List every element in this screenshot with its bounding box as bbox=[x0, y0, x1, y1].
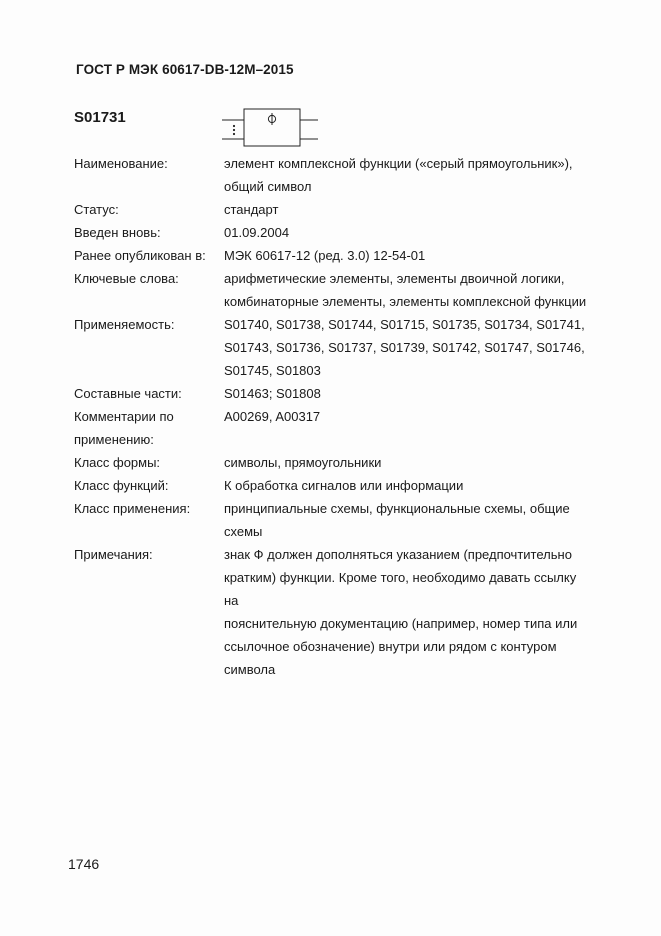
field-value bbox=[224, 152, 594, 198]
field-value-line: комбинаторные элементы, элементы комплексной функции bbox=[224, 294, 587, 309]
field-value-line: символы, прямоугольники bbox=[224, 455, 382, 470]
symbol-code: S01731 bbox=[74, 109, 126, 126]
field-value bbox=[224, 451, 594, 474]
document-header: ГОСТ Р МЭК 60617-DB-12М–2015 bbox=[76, 62, 294, 77]
field-value-line: ссылочное обозначение) внутри или рядом с контуром bbox=[224, 639, 557, 654]
field-value-line: стандарт bbox=[224, 202, 279, 217]
field-value bbox=[224, 221, 594, 244]
complex-function-symbol-icon bbox=[220, 108, 320, 148]
field-label: Ранее опубликован в: bbox=[74, 248, 206, 263]
field-value-line: A00269, A00317 bbox=[224, 409, 321, 424]
field-label: Статус: bbox=[74, 202, 119, 217]
field-label: Класс функций: bbox=[74, 478, 169, 493]
field-value-line: 01.09.2004 bbox=[224, 225, 290, 240]
field-label: Составные части: bbox=[74, 386, 182, 401]
field-label: Класс применения: bbox=[74, 501, 191, 516]
field-value-line: кратким) функции. Кроме того, необходимо давать ссылку на bbox=[224, 570, 577, 608]
field-value bbox=[224, 198, 594, 221]
field-value-line: S01740, S01738, S01744, S01715, S01735, S01734, S01741, bbox=[224, 317, 585, 332]
field-label-line: Комментарии по bbox=[74, 409, 174, 424]
field-value-line: общий символ bbox=[224, 179, 312, 194]
field-value bbox=[224, 474, 594, 497]
page-number: 1746 bbox=[68, 856, 100, 872]
field-value bbox=[224, 405, 594, 428]
field-value bbox=[224, 382, 594, 405]
field-value bbox=[224, 543, 594, 681]
field-value-line: S01463; S01808 bbox=[224, 386, 321, 401]
field-value-line: знак Ф должен дополняться указанием (предпочтительно bbox=[224, 547, 572, 562]
field-value-line: принципиальные схемы, функциональные схемы, общие bbox=[224, 501, 570, 516]
field-value bbox=[224, 313, 594, 382]
field-label: Ключевые слова: bbox=[74, 271, 179, 286]
field-value bbox=[224, 244, 594, 267]
field-label bbox=[74, 405, 224, 451]
field-value-line: элемент комплексной функции («серый прямоугольник»), bbox=[224, 156, 573, 171]
field-value-line: схемы bbox=[224, 524, 263, 539]
field-value-line: арифметические элементы, элементы двоичной логики, bbox=[224, 271, 565, 286]
field-label: Наименование: bbox=[74, 156, 168, 171]
field-value-line: символа bbox=[224, 662, 276, 677]
field-label: Класс формы: bbox=[74, 455, 161, 470]
field-label-line: применению: bbox=[74, 432, 154, 447]
field-value bbox=[224, 497, 594, 543]
field-value-line: S01745, S01803 bbox=[224, 363, 321, 378]
field-label: Примечания: bbox=[74, 547, 153, 562]
field-label: Применяемость: bbox=[74, 317, 175, 332]
field-value bbox=[224, 267, 594, 313]
field-label: Введен вновь: bbox=[74, 225, 161, 240]
field-value-line: МЭК 60617-12 (ред. 3.0) 12-54-01 bbox=[224, 248, 426, 263]
field-value-line: пояснительную документацию (например, номер типа или bbox=[224, 616, 578, 631]
field-value-line: S01743, S01736, S01737, S01739, S01742, S01747, S01746, bbox=[224, 340, 585, 355]
field-value-line: К обработка сигналов или информации bbox=[224, 478, 464, 493]
